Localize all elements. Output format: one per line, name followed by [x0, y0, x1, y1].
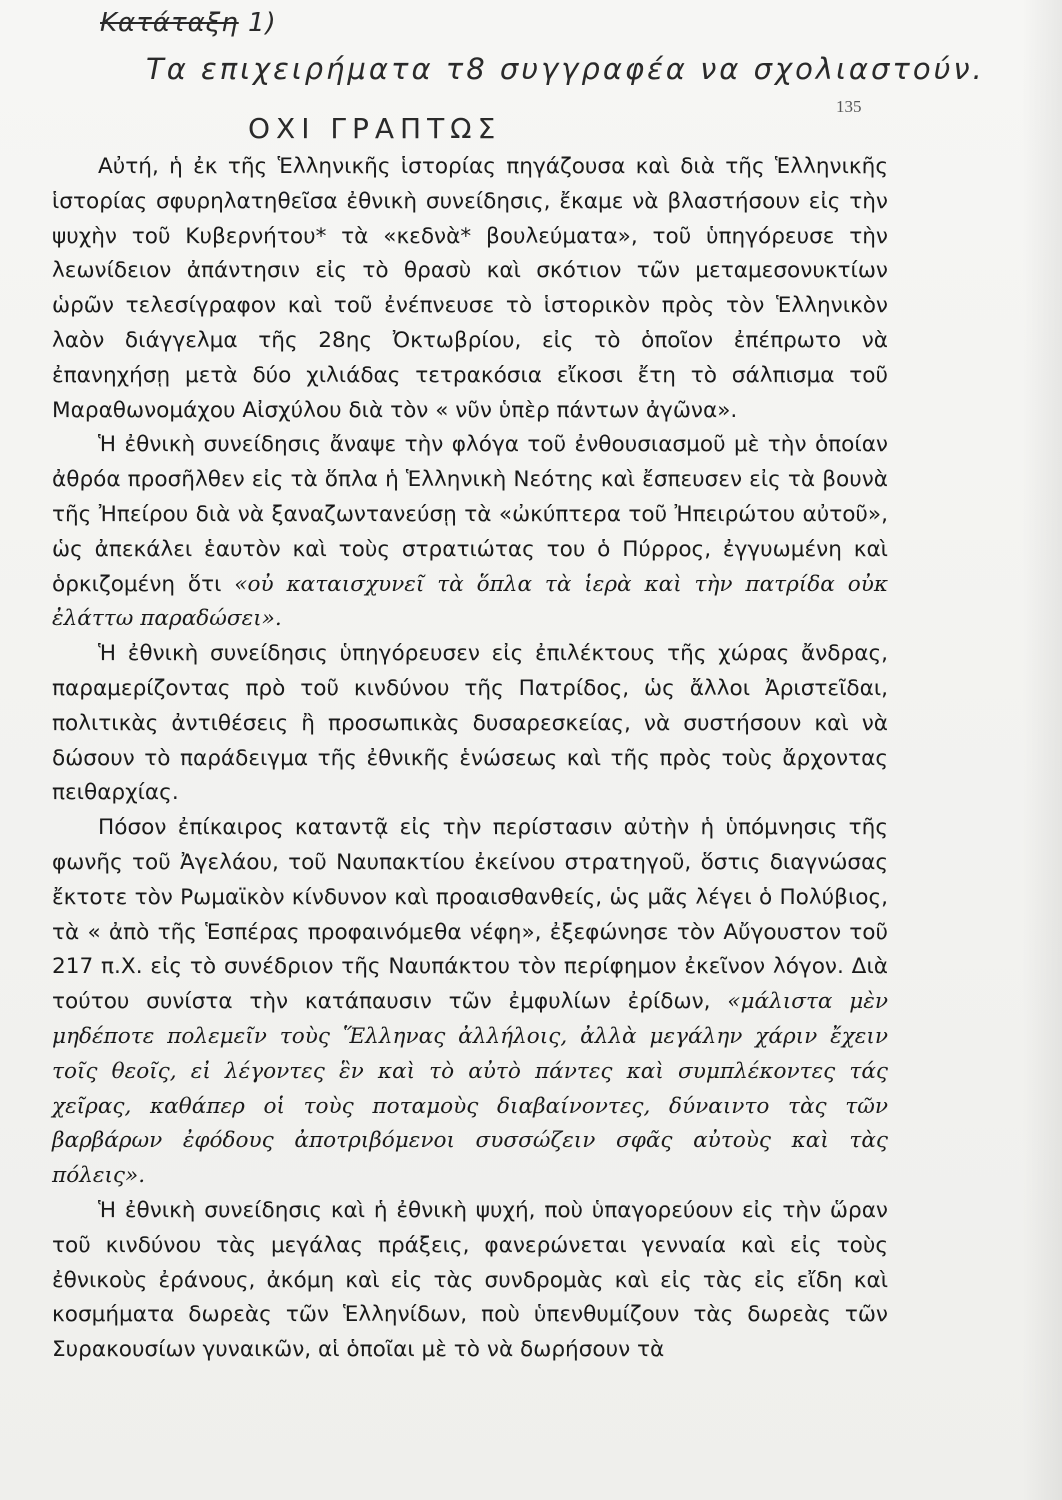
page-number: 135 [836, 97, 862, 116]
paragraph [52, 150, 888, 428]
handwritten-classification [100, 8, 277, 38]
paragraph-text: Πόσον ἐπίκαιρος καταντᾷ εἰς τὴν περίστασιν αὐτὴν ἡ ὑπόμνησις τῆς φωνῆς τοῦ Ἀγελάου, τοῦ Ναυπακτίου ἐκείνου στρατηγοῦ, ὅστις διαγνώσας ἔκτοτε τὸν Ρωμαϊκὸν κίνδυνον καὶ προαισθανθείς, ὡς μᾶς λέγει ὁ Πολύβιος, τὰ « ἀπὸ τῆς Ἑσπέρας προφαινόμεθα νέφη», ἐξεφώνησε τὸν Αὔγουστον τοῦ 217 π.Χ. εἰς τὸ συνέδριον τῆς Ναυπάκτου τὸν περίφημον ἐκεῖνον λόγον. Διὰ τούτου συνίστα τὴν κατάπαυσιν τῶν ἐμφυλίων ἐρίδων, [52, 815, 888, 1015]
paragraph [52, 428, 888, 637]
body-text [52, 150, 888, 1368]
paragraph-text: Ἡ ἐθνικὴ συνείδησις ὑπηγόρευσεν εἰς ἐπιλέκτους τῆς χώρας ἄνδρας, παραμερίζοντας πρὸ τοῦ κινδύνου τῆς Πατρίδος, ὡς ἄλλοι Ἀριστεῖδαι, πολιτικὰς ἀντιθέσεις ἢ προσωπικὰς δυσαρεσκείας, νὰ συστήσουν καὶ νὰ δώσουν τὸ παράδειγμα τῆς ἐθνικῆς ἑνώσεως καὶ τῆς πρὸς τοὺς ἄρχοντας πειθαρχίας. [52, 641, 888, 806]
paragraph-text: Αὐτή, ἡ ἐκ τῆς Ἑλληνικῆς ἱστορίας πηγάζουσα καὶ διὰ τῆς Ἑλληνικῆς ἱστορίας σφυρηλατηθεῖσα ἐθνικὴ συνείδησις, ἔκαμε νὰ βλαστήσουν εἰς τὴν ψυχὴν τοῦ Κυβερνήτου* τὰ «κεδνὰ* βουλεύματα», τοῦ ὑπηγόρευσε τὴν λεωνίδειον ἀπάντησιν εἰς τὸ θρασὺ καὶ σκότιον τῶν μεταμεσονυκτίων ὡρῶν τελεσίγραφον καὶ τοῦ ἐνέπνευσε τὸ ἱστορικὸν πρὸς τὸν Ἑλληνικὸν λαὸν διάγγελμα τῆς 28ης Ὀκτωβρίου, εἰς τὸ ὁποῖον ἐπέπρωτο νὰ ἐπανηχήσῃ μετὰ δύο χιλιάδας τετρακόσια εἴκοσι ἔτη τὸ σάλπισμα τοῦ Μαραθωνομάχου Αἰσχύλου διὰ τὸν « νῦν ὑπὲρ πάντων ἀγῶνα». [52, 154, 888, 423]
paragraph [52, 1194, 888, 1368]
handwritten-top-number: 1) [248, 8, 277, 38]
paragraph [52, 637, 888, 811]
paragraph-text: Ἡ ἐθνικὴ συνείδησις ἄναψε τὴν φλόγα τοῦ ἐνθουσιασμοῦ μὲ τὴν ὁποίαν ἀθρόα προσῆλθεν εἰς τὰ ὅπλα ἡ Ἑλληνικὴ Νεότης καὶ ἔσπευσεν εἰς τὰ βουνὰ τῆς Ἠπείρου διὰ νὰ ξαναζωντανεύσῃ τὰ «ὠκύπτερα τοῦ Ἠπειρώτου αὐτοῦ», ὡς ἀπεκάλει ἑαυτὸν καὶ τοὺς στρατιώτας του ὁ Πύρρος, ἐγγυωμένη καὶ ὁρκιζομένη ὅτι [52, 432, 888, 597]
handwritten-top-label: Κατάταξη [100, 8, 239, 38]
handwritten-status: ΟΧΙ ΓΡΑΠΤΩΣ [248, 112, 502, 145]
handwritten-note: Τα επιχειρήματα τ8 συγγραφέα να σχολιαστούν. [146, 52, 985, 86]
ancient-quote: «μάλιστα μὲν μηδέποτε πολεμεῖν τοὺς Ἕλληνας ἀλλήλοις, ἀλλὰ μεγάλην χάριν ἔχειν τοῖς θεοῖς, εἰ λέγοντες ἓν καὶ τὸ αὐτὸ πάντες καὶ συμπλέκοντες τάς χεῖρας, καθάπερ οἱ τοὺς ποταμοὺς διαβαίνοντες, δύναιντο τὰς τῶν βαρβάρων ἐφόδους ἀποτριβόμενοι συσσώζειν σφᾶς αὐτοὺς καὶ τὰς πόλεις». [52, 989, 888, 1189]
paragraph-text: Ἡ ἐθνικὴ συνείδησις καὶ ἡ ἐθνικὴ ψυχή, ποὺ ὑπαγορεύουν εἰς τὴν ὥραν τοῦ κινδύνου τὰς μεγάλας πράξεις, φανερώνεται γενναία καὶ εἰς τοὺς ἐθνικοὺς ἐράνους, ἀκόμη καὶ εἰς τὰς συνδρομὰς καὶ εἰς τὰς εἰς εἴδη καὶ κοσμήματα δωρεὰς τῶν Ἑλληνίδων, ποὺ ὑπενθυμίζουν τὰς δωρεὰς τῶν Συρακουσίων γυναικῶν, αἱ ὁποῖαι μὲ τὸ νὰ δωρήσουν τὰ [52, 1197, 888, 1363]
ancient-quote: «οὐ καταισχυνεῖ τὰ ὅπλα τὰ ἱερὰ καὶ τὴν πατρίδα οὐκ ἐλάττω παραδώσει». [52, 571, 888, 632]
page-edge-shadow [1022, 0, 1062, 1500]
paragraph [52, 811, 888, 1194]
